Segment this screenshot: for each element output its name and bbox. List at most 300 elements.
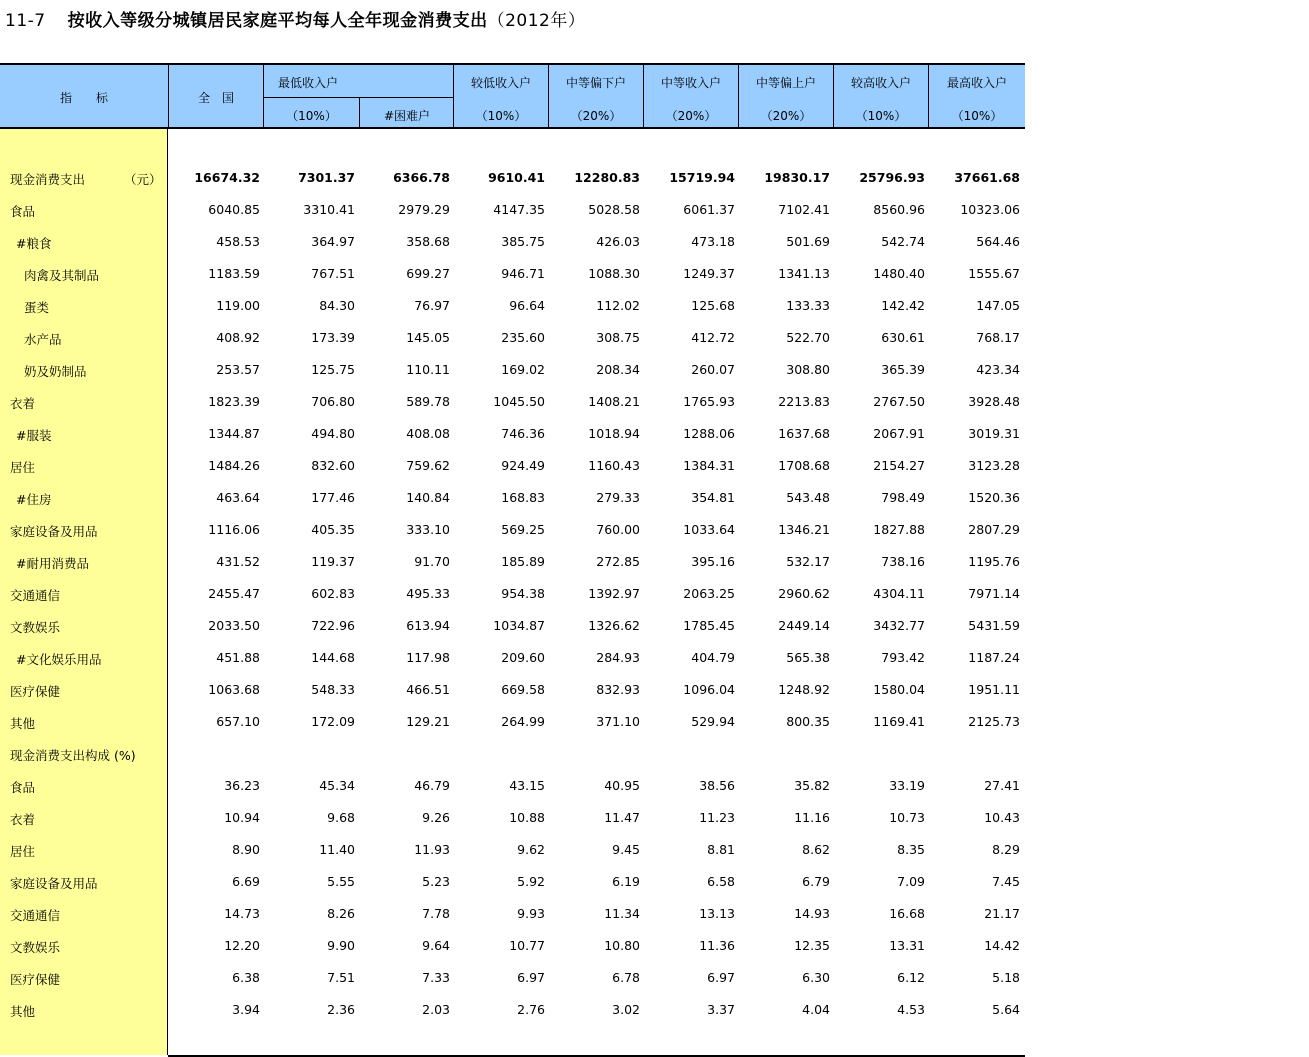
table-row <box>0 258 1025 290</box>
table-cell: 6.19 <box>612 874 640 889</box>
row-label: 蛋类 <box>24 300 50 315</box>
table-cell: 354.81 <box>691 490 735 505</box>
table-cell: 1827.88 <box>873 522 925 537</box>
table-cell: 9.62 <box>517 842 545 857</box>
table-cell: 6.38 <box>232 970 260 985</box>
row-label: #住房 <box>16 492 52 507</box>
table-row <box>0 994 1025 1026</box>
table-cell: 1169.41 <box>873 714 925 729</box>
table-cell: 458.53 <box>216 234 260 249</box>
table-row <box>0 194 1025 226</box>
table-cell: 2067.91 <box>873 426 925 441</box>
table-cell: 494.80 <box>311 426 355 441</box>
table-cell: 7.51 <box>327 970 355 985</box>
header-mid-high: 中等偏上户 （20%） <box>738 65 833 129</box>
table-cell: 11.40 <box>319 842 355 857</box>
table-cell: 564.46 <box>976 234 1020 249</box>
table-cell: 630.61 <box>881 330 925 345</box>
table-row <box>0 834 1025 866</box>
row-label: 奶及奶制品 <box>24 364 87 379</box>
table-cell: 5028.58 <box>588 202 640 217</box>
table-cell: 208.34 <box>596 362 640 377</box>
table-cell: 11.34 <box>604 906 640 921</box>
table-cell: 11.36 <box>699 938 735 953</box>
table-cell: 463.64 <box>216 490 260 505</box>
table-row <box>0 290 1025 322</box>
table-cell: 2979.29 <box>398 202 450 217</box>
table-cell: 768.17 <box>976 330 1020 345</box>
table-cell: 1346.21 <box>778 522 830 537</box>
row-label: 家庭设备及用品 <box>10 524 98 539</box>
row-label: 其他 <box>10 1004 36 1019</box>
table-cell: 112.02 <box>596 298 640 313</box>
table-cell: 2033.50 <box>208 618 260 633</box>
table-cell: 1637.68 <box>778 426 830 441</box>
header-lower: 较低收入户 （10%） <box>453 65 548 129</box>
table-cell: 4.04 <box>802 1002 830 1017</box>
table-cell: 11.23 <box>699 810 735 825</box>
table-cell: 1384.31 <box>683 458 735 473</box>
table-row <box>0 354 1025 386</box>
table-cell: 7.45 <box>992 874 1020 889</box>
row-label: 衣着 <box>10 396 36 411</box>
header-national: 全 国 <box>168 65 263 129</box>
table-cell: 1116.06 <box>208 522 260 537</box>
row-label: 交通通信 <box>10 588 61 603</box>
table-cell: 5.55 <box>327 874 355 889</box>
table-cell: 7971.14 <box>968 586 1020 601</box>
table-cell: 9.93 <box>517 906 545 921</box>
table-cell: 760.00 <box>596 522 640 537</box>
table-cell: 767.51 <box>311 266 355 281</box>
table-cell: 1088.30 <box>588 266 640 281</box>
row-label: 医疗保健 <box>10 684 61 699</box>
table-cell: 10.94 <box>224 810 260 825</box>
table-cell: 495.33 <box>406 586 450 601</box>
table-cell: 408.08 <box>406 426 450 441</box>
header-highest: 最高收入户 （10%） <box>928 65 1025 129</box>
table-cell: 6.12 <box>897 970 925 985</box>
header-lowest: 最低收入户 （10%） #困难户 <box>263 65 453 129</box>
table-cell: 746.36 <box>501 426 545 441</box>
table-cell: 264.99 <box>501 714 545 729</box>
table-cell: 759.62 <box>406 458 450 473</box>
table-cell: 11.93 <box>414 842 450 857</box>
table-cell: 1408.21 <box>588 394 640 409</box>
row-label: 文教娱乐 <box>10 940 61 955</box>
header-poor: #困难户 <box>359 97 454 129</box>
table-cell: 8.26 <box>327 906 355 921</box>
table-cell: 1248.92 <box>778 682 830 697</box>
table-cell: 1484.26 <box>208 458 260 473</box>
table-cell: 4304.11 <box>873 586 925 601</box>
table-cell: 5.92 <box>517 874 545 889</box>
table-cell: 272.85 <box>596 554 640 569</box>
table-cell: 954.38 <box>501 586 545 601</box>
table-cell: 1344.87 <box>208 426 260 441</box>
table-cell: 3.94 <box>232 1002 260 1017</box>
table-cell: 2807.29 <box>968 522 1020 537</box>
table-row <box>0 514 1025 546</box>
table-cell: 385.75 <box>501 234 545 249</box>
table-row <box>0 674 1025 706</box>
row-unit: （元） <box>124 172 162 187</box>
table-cell: 6.97 <box>517 970 545 985</box>
table-row <box>0 418 1025 450</box>
table-cell: 12.35 <box>794 938 830 953</box>
table-cell: 1249.37 <box>683 266 735 281</box>
header-indicator: 指 标 <box>59 91 108 105</box>
table-cell: 408.92 <box>216 330 260 345</box>
table-cell: 2.03 <box>422 1002 450 1017</box>
row-label: 居住 <box>10 460 36 475</box>
table-cell: 2.76 <box>517 1002 545 1017</box>
table-cell: 1063.68 <box>208 682 260 697</box>
table-cell: 14.73 <box>224 906 260 921</box>
table-cell: 279.33 <box>596 490 640 505</box>
table-cell: 532.17 <box>786 554 830 569</box>
table-cell: 699.27 <box>406 266 450 281</box>
table-cell: 569.25 <box>501 522 545 537</box>
table-cell: 7.09 <box>897 874 925 889</box>
row-label: 交通通信 <box>10 908 61 923</box>
table-cell: 2125.73 <box>968 714 1020 729</box>
table-cell: 1555.67 <box>968 266 1020 281</box>
table-cell: 110.11 <box>406 362 450 377</box>
table-cell: 364.97 <box>311 234 355 249</box>
table-cell: 308.75 <box>596 330 640 345</box>
table-cell: 10.88 <box>509 810 545 825</box>
table-cell: 800.35 <box>786 714 830 729</box>
table-cell: 2.36 <box>327 1002 355 1017</box>
table-cell: 6.69 <box>232 874 260 889</box>
table-row <box>0 226 1025 258</box>
table-row <box>0 322 1025 354</box>
table-cell: 9610.41 <box>488 170 545 185</box>
table-cell: 169.02 <box>501 362 545 377</box>
table-cell: 10.80 <box>604 938 640 953</box>
table-cell: 1708.68 <box>778 458 830 473</box>
table-cell: 43.15 <box>509 778 545 793</box>
table-cell: 13.13 <box>699 906 735 921</box>
row-label: 食品 <box>10 204 36 219</box>
row-label: 肉禽及其制品 <box>24 268 100 283</box>
table-cell: 35.82 <box>794 778 830 793</box>
table-cell: 6.79 <box>802 874 830 889</box>
table-cell: 1045.50 <box>493 394 545 409</box>
table-cell: 466.51 <box>406 682 450 697</box>
table-cell: 25796.93 <box>859 170 925 185</box>
table-cell: 1951.11 <box>968 682 1020 697</box>
table-cell: 253.57 <box>216 362 260 377</box>
table-cell: 173.39 <box>311 330 355 345</box>
table-row <box>0 162 1025 194</box>
table-body <box>0 129 1025 1055</box>
table-row <box>0 546 1025 578</box>
table-cell: 84.30 <box>319 298 355 313</box>
table-cell: 11.16 <box>794 810 830 825</box>
table-cell: 669.58 <box>501 682 545 697</box>
row-label: #耐用消费品 <box>16 556 89 571</box>
table-cell: 405.35 <box>311 522 355 537</box>
table-cell: 6.97 <box>707 970 735 985</box>
row-label: #服装 <box>16 428 52 443</box>
table-cell: 1341.13 <box>778 266 830 281</box>
table-row <box>0 642 1025 674</box>
table-cell: 12280.83 <box>574 170 640 185</box>
table-cell: 117.98 <box>406 650 450 665</box>
table-cell: 423.34 <box>976 362 1020 377</box>
table-row <box>0 578 1025 610</box>
table-cell: 412.72 <box>691 330 735 345</box>
table-cell: 3019.31 <box>968 426 1020 441</box>
table-cell: 1288.06 <box>683 426 735 441</box>
table-cell: 431.52 <box>216 554 260 569</box>
table-cell: 7102.41 <box>778 202 830 217</box>
table-cell: 8.35 <box>897 842 925 857</box>
table-cell: 832.93 <box>596 682 640 697</box>
table-cell: 129.21 <box>406 714 450 729</box>
row-label: 居住 <box>10 844 36 859</box>
table-row <box>0 738 1025 770</box>
table-row <box>0 898 1025 930</box>
table-cell: 613.94 <box>406 618 450 633</box>
table-cell: 3123.28 <box>968 458 1020 473</box>
table-cell: 946.71 <box>501 266 545 281</box>
table-cell: 6.58 <box>707 874 735 889</box>
table-cell: 501.69 <box>786 234 830 249</box>
table-row <box>0 482 1025 514</box>
table-cell: 2767.50 <box>873 394 925 409</box>
table-cell: 21.17 <box>984 906 1020 921</box>
table-cell: 542.74 <box>881 234 925 249</box>
table-cell: 45.34 <box>319 778 355 793</box>
table-cell: 8.62 <box>802 842 830 857</box>
table-cell: 2455.47 <box>208 586 260 601</box>
table-cell: 3310.41 <box>303 202 355 217</box>
table-row <box>0 610 1025 642</box>
table-cell: 358.68 <box>406 234 450 249</box>
table-cell: 133.33 <box>786 298 830 313</box>
table-cell: 284.93 <box>596 650 640 665</box>
table-cell: 6061.37 <box>683 202 735 217</box>
table-cell: 1018.94 <box>588 426 640 441</box>
table-cell: 2449.14 <box>778 618 830 633</box>
table-cell: 832.60 <box>311 458 355 473</box>
row-label: #粮食 <box>16 236 52 251</box>
table-cell: 548.33 <box>311 682 355 697</box>
row-label: 文教娱乐 <box>10 620 61 635</box>
table-cell: 2063.25 <box>683 586 735 601</box>
table-cell: 119.37 <box>311 554 355 569</box>
table-cell: 11.47 <box>604 810 640 825</box>
table-cell: 451.88 <box>216 650 260 665</box>
table-cell: 8560.96 <box>873 202 925 217</box>
table-row <box>0 962 1025 994</box>
table-cell: 793.42 <box>881 650 925 665</box>
table-cell: 10.43 <box>984 810 1020 825</box>
table-cell: 147.05 <box>976 298 1020 313</box>
table-cell: 9.45 <box>612 842 640 857</box>
table-cell: 119.00 <box>216 298 260 313</box>
row-label: 衣着 <box>10 812 36 827</box>
table-cell: 10323.06 <box>960 202 1020 217</box>
table-cell: 543.48 <box>786 490 830 505</box>
header-mid-low: 中等偏下户 （20%） <box>548 65 643 129</box>
table-cell: 10.73 <box>889 810 925 825</box>
table-cell: 144.68 <box>311 650 355 665</box>
table-cell: 3.02 <box>612 1002 640 1017</box>
table-cell: 522.70 <box>786 330 830 345</box>
table-cell: 4147.35 <box>493 202 545 217</box>
row-label: 现金消费支出构成 (%) <box>10 748 136 763</box>
table-cell: 46.79 <box>414 778 450 793</box>
table-cell: 140.84 <box>406 490 450 505</box>
table-cell: 91.70 <box>414 554 450 569</box>
table-title: 按收入等级分城镇居民家庭平均每人全年现金消费支出 <box>67 11 488 31</box>
table-cell: 3928.48 <box>968 394 1020 409</box>
row-label: 其他 <box>10 716 36 731</box>
table-cell: 235.60 <box>501 330 545 345</box>
table-cell: 1480.40 <box>873 266 925 281</box>
table-cell: 125.68 <box>691 298 735 313</box>
table-cell: 1785.45 <box>683 618 735 633</box>
table-cell: 6.30 <box>802 970 830 985</box>
table-cell: 8.29 <box>992 842 1020 857</box>
page-title <box>5 6 585 31</box>
table-cell: 6040.85 <box>208 202 260 217</box>
table-cell: 185.89 <box>501 554 545 569</box>
table-cell: 96.64 <box>509 298 545 313</box>
header-mid: 中等收入户 （20%） <box>643 65 738 129</box>
table-cell: 8.90 <box>232 842 260 857</box>
table-cell: 33.19 <box>889 778 925 793</box>
table-cell: 5.23 <box>422 874 450 889</box>
table-cell: 589.78 <box>406 394 450 409</box>
table-cell: 6366.78 <box>393 170 450 185</box>
table-cell: 1160.43 <box>588 458 640 473</box>
table-cell: 1187.24 <box>968 650 1020 665</box>
table-cell: 2960.62 <box>778 586 830 601</box>
table-cell: 529.94 <box>691 714 735 729</box>
table-cell: 172.09 <box>311 714 355 729</box>
table-cell: 9.26 <box>422 810 450 825</box>
table-cell: 657.10 <box>216 714 260 729</box>
table-cell: 426.03 <box>596 234 640 249</box>
table-cell: 2154.27 <box>873 458 925 473</box>
table-cell: 14.42 <box>984 938 1020 953</box>
table-cell: 473.18 <box>691 234 735 249</box>
table-header <box>0 63 1025 129</box>
table-cell: 7.78 <box>422 906 450 921</box>
table-cell: 1326.62 <box>588 618 640 633</box>
table-cell: 371.10 <box>596 714 640 729</box>
table-cell: 27.41 <box>984 778 1020 793</box>
table-cell: 142.42 <box>881 298 925 313</box>
table-cell: 38.56 <box>699 778 735 793</box>
table-cell: 365.39 <box>881 362 925 377</box>
table-cell: 738.16 <box>881 554 925 569</box>
table-cell: 1096.04 <box>683 682 735 697</box>
table-row <box>0 706 1025 738</box>
table-cell: 209.60 <box>501 650 545 665</box>
table-cell: 15719.94 <box>669 170 735 185</box>
table-cell: 19830.17 <box>764 170 830 185</box>
table-cell: 4.53 <box>897 1002 925 1017</box>
table-cell: 9.68 <box>327 810 355 825</box>
table-cell: 177.46 <box>311 490 355 505</box>
table-row <box>0 866 1025 898</box>
row-label: #文化娱乐用品 <box>16 652 102 667</box>
table-cell: 5.18 <box>992 970 1020 985</box>
header-higher: 较高收入户 （10%） <box>833 65 928 129</box>
table-cell: 8.81 <box>707 842 735 857</box>
table-cell: 12.20 <box>224 938 260 953</box>
spreadsheet <box>0 63 1025 1055</box>
table-cell: 16674.32 <box>194 170 260 185</box>
table-cell: 16.68 <box>889 906 925 921</box>
table-cell: 260.07 <box>691 362 735 377</box>
table-cell: 13.31 <box>889 938 925 953</box>
table-cell: 333.10 <box>406 522 450 537</box>
table-cell: 6.78 <box>612 970 640 985</box>
table-row <box>0 450 1025 482</box>
table-cell: 9.90 <box>327 938 355 953</box>
table-cell: 10.77 <box>509 938 545 953</box>
table-cell: 1034.87 <box>493 618 545 633</box>
table-cell: 1183.59 <box>208 266 260 281</box>
table-cell: 308.80 <box>786 362 830 377</box>
table-cell: 1520.36 <box>968 490 1020 505</box>
table-row <box>0 386 1025 418</box>
table-number: 11-7 <box>5 11 46 31</box>
table-cell: 1392.97 <box>588 586 640 601</box>
table-cell: 125.75 <box>311 362 355 377</box>
table-cell: 722.96 <box>311 618 355 633</box>
table-row <box>0 770 1025 802</box>
table-cell: 706.80 <box>311 394 355 409</box>
table-cell: 565.38 <box>786 650 830 665</box>
table-cell: 145.05 <box>406 330 450 345</box>
table-cell: 1823.39 <box>208 394 260 409</box>
table-cell: 168.83 <box>501 490 545 505</box>
table-cell: 924.49 <box>501 458 545 473</box>
table-cell: 1580.04 <box>873 682 925 697</box>
table-cell: 7.33 <box>422 970 450 985</box>
table-cell: 3.37 <box>707 1002 735 1017</box>
row-label: 医疗保健 <box>10 972 61 987</box>
table-row <box>0 930 1025 962</box>
table-cell: 602.83 <box>311 586 355 601</box>
table-cell: 5431.59 <box>968 618 1020 633</box>
header-lowest-pct: （10%） <box>264 97 359 129</box>
table-cell: 2213.83 <box>778 394 830 409</box>
row-label: 现金消费支出 <box>10 172 86 187</box>
table-row <box>0 802 1025 834</box>
row-label: 食品 <box>10 780 36 795</box>
table-cell: 1033.64 <box>683 522 735 537</box>
table-cell: 404.79 <box>691 650 735 665</box>
table-year: （2012年） <box>487 11 586 31</box>
table-cell: 40.95 <box>604 778 640 793</box>
table-cell: 14.93 <box>794 906 830 921</box>
table-cell: 1195.76 <box>968 554 1020 569</box>
row-label: 水产品 <box>24 332 62 347</box>
table-cell: 9.64 <box>422 938 450 953</box>
table-cell: 36.23 <box>224 778 260 793</box>
table-cell: 395.16 <box>691 554 735 569</box>
table-cell: 798.49 <box>881 490 925 505</box>
